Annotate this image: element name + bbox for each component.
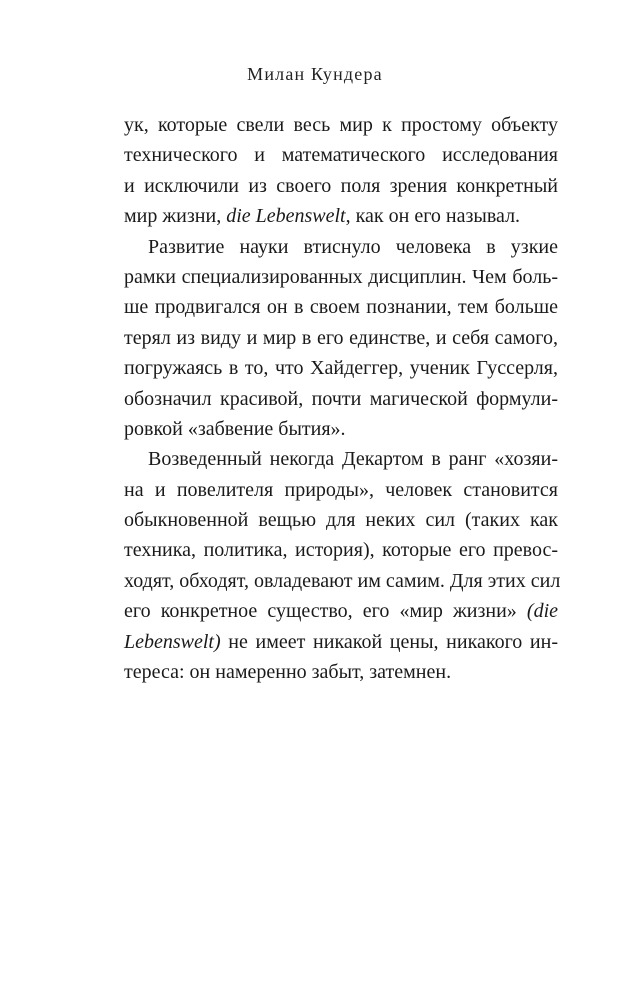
- paragraph: [124, 444, 561, 687]
- text-segment: Развитие науки втиснуло человека в узкие: [148, 235, 558, 258]
- text-line: [124, 232, 558, 262]
- text-segment: рамки специализированных дисциплин. Чем боль-: [124, 265, 558, 288]
- text-segment: технического и математического исследования: [124, 144, 558, 167]
- text-segment: на и повелителя природы», человек становится: [124, 478, 558, 501]
- text-segment: тереса: он намеренно забыт, затемнен.: [124, 661, 452, 684]
- text-line: [124, 353, 558, 383]
- italic-text: (die: [526, 600, 558, 623]
- text-segment: ходят, обходят, овладевают им самим. Для этих сил: [124, 569, 561, 592]
- paragraph: [124, 110, 558, 232]
- text-line: [124, 566, 561, 596]
- text-segment: мир жизни,: [124, 205, 227, 228]
- text-line: [124, 323, 558, 353]
- text-line: [124, 140, 558, 170]
- text-line: [124, 535, 558, 565]
- text-line: [124, 596, 558, 626]
- text-line: [124, 414, 558, 444]
- text-segment: ук, которые свели весь мир к простому объекту: [124, 114, 558, 136]
- text-line: [124, 110, 558, 140]
- paragraph: [124, 232, 558, 445]
- text-segment: ровкой «забвение бытия».: [124, 417, 346, 440]
- text-line: [124, 444, 558, 474]
- text-segment: , как он его называл.: [345, 205, 521, 228]
- text-line: [124, 384, 558, 414]
- text-segment: техника, политика, история), которые его превос-: [124, 539, 558, 562]
- text-segment: погружаясь в то, что Хайдеггер, ученик Гуссерля,: [124, 357, 558, 380]
- text-line: [124, 292, 558, 322]
- text-line: [124, 262, 558, 292]
- text-segment: Возведенный некогда Декартом в ранг «хозяи-: [148, 448, 558, 471]
- text-line: [124, 475, 558, 505]
- italic-text: die Lebenswelt: [226, 205, 346, 228]
- body-text: [124, 110, 561, 687]
- text-segment: терял из виду и мир в его единстве, и себя самого,: [124, 326, 558, 349]
- text-segment: обыкновенной вещью для неких сил (таких как: [124, 509, 558, 532]
- running-head: Милан Кундера: [247, 64, 383, 84]
- text-line: [124, 171, 558, 201]
- text-line: [124, 201, 558, 231]
- text-segment: и исключили из своего поля зрения конкретный: [124, 174, 558, 197]
- text-line: [124, 627, 558, 657]
- text-line: [124, 505, 558, 535]
- text-line: [124, 657, 558, 687]
- text-segment: его конкретное существо, его «мир жизни»: [124, 600, 527, 623]
- text-segment: ше продвигался он в своем познании, тем больше: [124, 296, 558, 319]
- italic-text: Lebenswelt): [124, 630, 221, 653]
- text-segment: обозначил красивой, почти магической формули-: [124, 387, 558, 410]
- text-segment: не имеет никакой цены, никакого ин-: [220, 630, 558, 653]
